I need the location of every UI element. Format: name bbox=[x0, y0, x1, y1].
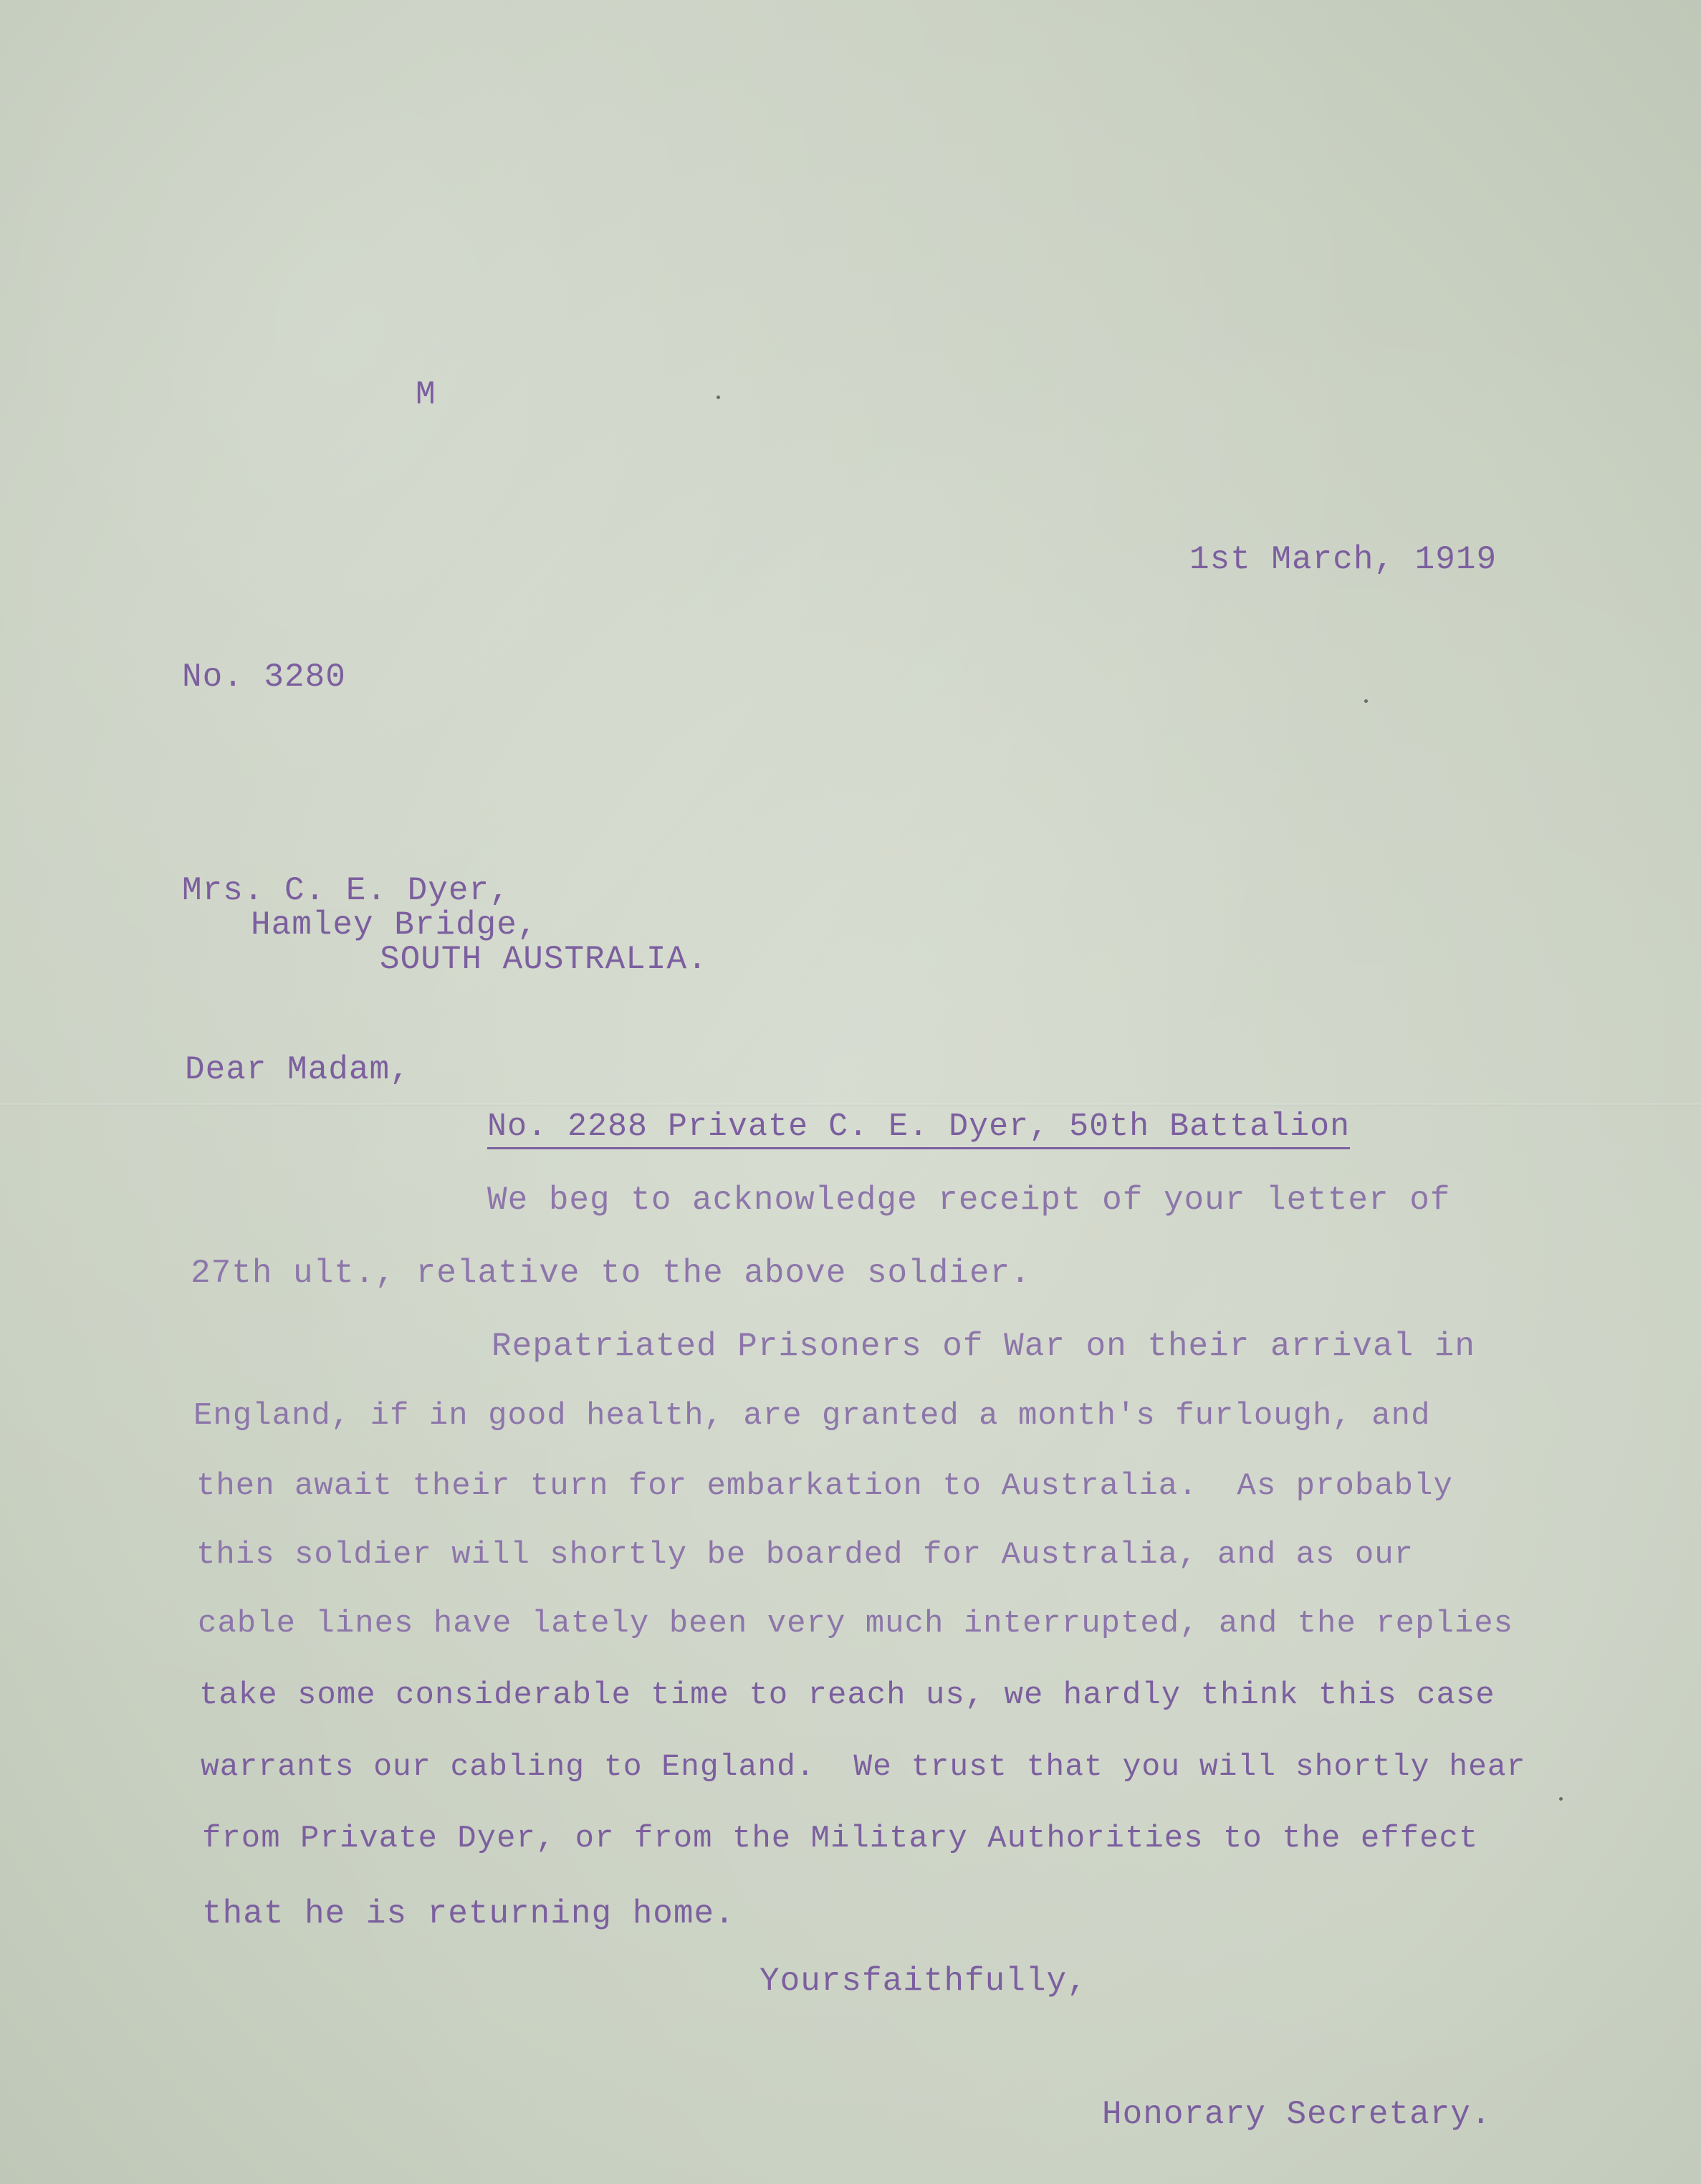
body-line: take some considerable time to reach us, we hardly think this case bbox=[199, 1677, 1495, 1713]
body-line: that he is returning home. bbox=[202, 1895, 735, 1932]
body-line: 27th ult., relative to the above soldier. bbox=[191, 1255, 1031, 1292]
paper-speck bbox=[1364, 699, 1368, 703]
address-line-state: SOUTH AUSTRALIA. bbox=[380, 941, 708, 978]
body-line: then await their turn for embarkation to Australia. As probably bbox=[196, 1468, 1453, 1504]
body-line: warrants our cabling to England. We trust that you will shortly hear bbox=[201, 1749, 1526, 1784]
body-line: Repatriated Prisoners of War on their arrival in bbox=[492, 1328, 1476, 1365]
paper-speck bbox=[717, 396, 720, 399]
reference-number: No. 3280 bbox=[182, 658, 346, 696]
body-line: cable lines have lately been very much interrupted, and the replies bbox=[198, 1606, 1514, 1642]
salutation: Dear Madam, bbox=[185, 1051, 411, 1088]
letter-date: 1st March, 1919 bbox=[1189, 541, 1498, 578]
subject-line: No. 2288 Private C. E. Dyer, 50th Battalion bbox=[487, 1111, 1350, 1149]
address-line-name: Mrs. C. E. Dyer, bbox=[182, 872, 510, 909]
body-line: We beg to acknowledge receipt of your letter of bbox=[487, 1182, 1451, 1219]
body-line: this soldier will shortly be boarded for Australia, and as our bbox=[196, 1537, 1414, 1573]
closing: Yoursfaithfully, bbox=[760, 1963, 1088, 2000]
signature-title: Honorary Secretary. bbox=[1102, 2096, 1492, 2133]
letter-initial: M bbox=[416, 376, 436, 413]
address-line-town: Hamley Bridge, bbox=[251, 906, 538, 944]
body-line: England, if in good health, are granted a month's furlough, and bbox=[193, 1398, 1431, 1434]
body-line: from Private Dyer, or from the Military Authorities to the effect bbox=[202, 1821, 1479, 1857]
paper-speck bbox=[1559, 1797, 1563, 1801]
paper-fold bbox=[0, 1103, 1701, 1106]
